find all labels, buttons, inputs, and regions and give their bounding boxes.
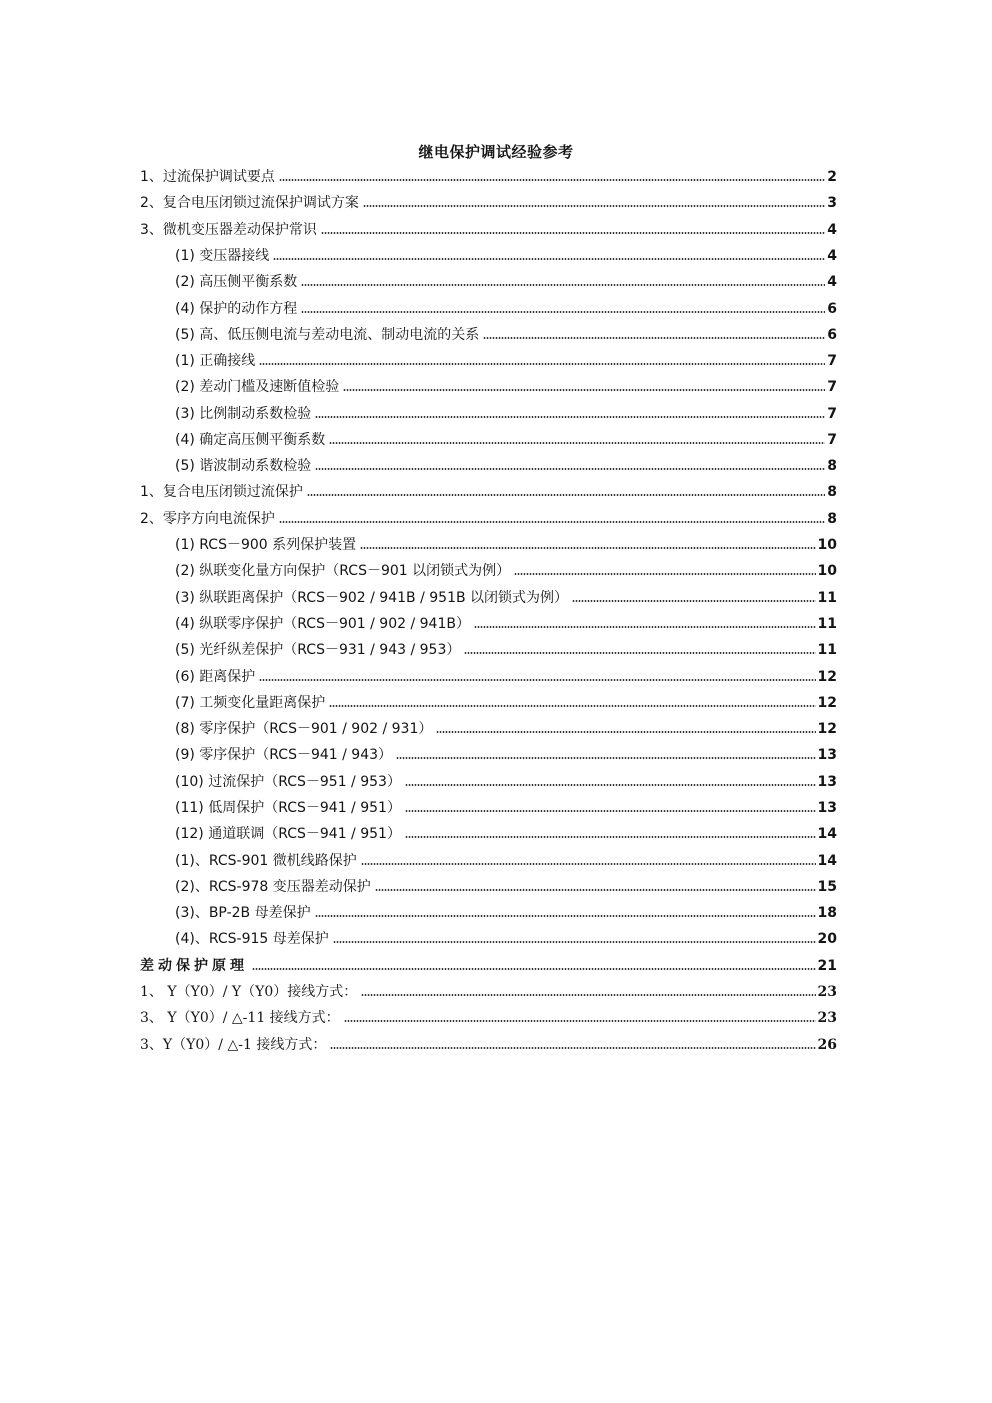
toc-entry xyxy=(175,324,837,344)
toc-entry xyxy=(175,455,837,475)
toc-entry xyxy=(175,823,837,843)
toc-entry-text: (4) 保护的动作方程 xyxy=(175,301,298,317)
toc-entry-text: 2、复合电压闭锁过流保护调试方案 xyxy=(140,195,359,211)
toc-entry xyxy=(175,376,837,396)
leader-dots xyxy=(301,310,825,314)
leader-dots xyxy=(474,625,816,629)
toc-entry-text: (3)、BP-2B 母差保护 xyxy=(175,905,311,921)
toc-entry xyxy=(175,771,837,791)
toc-entry-text: (1) 变压器接线 xyxy=(175,248,270,264)
toc-entry-page: 26 xyxy=(817,1037,837,1053)
toc-entry xyxy=(140,1007,837,1027)
toc-entry-text: (4) 确定高压侧平衡系数 xyxy=(175,432,326,448)
leader-dots xyxy=(259,678,815,682)
toc-entry-text: (8) 零序保护（RCS－901 / 902 / 931） xyxy=(175,721,433,737)
toc-entry xyxy=(175,876,837,896)
toc-entry xyxy=(175,692,837,712)
toc-entry xyxy=(140,219,837,239)
leader-dots xyxy=(333,940,816,944)
leader-dots xyxy=(514,572,815,576)
toc-entry xyxy=(175,587,837,607)
toc-entry xyxy=(175,928,837,948)
toc-entry xyxy=(175,534,837,554)
toc-entry xyxy=(140,481,837,501)
leader-dots xyxy=(361,862,816,866)
toc-entry-page: 13 xyxy=(817,800,837,816)
toc-entry-page: 4 xyxy=(827,222,837,238)
toc-entry xyxy=(175,718,837,738)
leader-dots xyxy=(252,967,816,971)
leader-dots xyxy=(315,415,825,419)
toc-entry-page: 20 xyxy=(817,931,837,947)
toc-entry-page: 23 xyxy=(817,1010,837,1026)
toc-entry-text: (9) 零序保护（RCS－941 / 943） xyxy=(175,747,393,763)
leader-dots xyxy=(344,1019,816,1023)
toc-entry-page: 12 xyxy=(817,721,837,737)
toc-entry-page: 4 xyxy=(827,248,837,264)
toc-entry-text: 1、复合电压闭锁过流保护 xyxy=(140,484,303,500)
leader-dots xyxy=(307,493,825,497)
toc-entry-page: 12 xyxy=(817,695,837,711)
leader-dots xyxy=(483,336,825,340)
toc-entry xyxy=(175,403,837,423)
toc-entry xyxy=(175,639,837,659)
toc-entry-page: 13 xyxy=(817,747,837,763)
toc-entry-text: 3、 Y（Y0）/ △-11 接线方式： xyxy=(140,1010,340,1026)
leader-dots xyxy=(405,809,816,813)
toc-entry xyxy=(175,744,837,764)
leader-dots xyxy=(321,231,825,235)
toc-entry-page: 4 xyxy=(827,274,837,290)
leader-dots xyxy=(343,388,825,392)
toc-entry-page: 3 xyxy=(827,195,837,211)
toc-entry-text: 3、微机变压器差动保护常识 xyxy=(140,222,317,238)
toc-entry-page: 7 xyxy=(827,406,837,422)
leader-dots xyxy=(361,993,815,997)
toc-entry-text: (1)、RCS-901 微机线路保护 xyxy=(175,853,357,869)
toc-entry xyxy=(140,955,837,975)
toc-entry-text: 差动保护原理 xyxy=(140,958,248,974)
leader-dots xyxy=(329,704,815,708)
leader-dots xyxy=(405,783,816,787)
toc-entry xyxy=(175,797,837,817)
leader-dots xyxy=(279,520,825,524)
leader-dots xyxy=(572,599,815,603)
toc-entry-text: (10) 过流保护（RCS－951 / 953） xyxy=(175,774,401,790)
toc-entry-text: (2) 纵联变化量方向保护（RCS－901 以闭锁式为例） xyxy=(175,563,511,579)
toc-entry xyxy=(175,613,837,633)
toc-entry-text: (6) 距离保护 xyxy=(175,669,256,685)
toc-entry-text: (11) 低周保护（RCS－941 / 951） xyxy=(175,800,401,816)
toc-entry-page: 10 xyxy=(817,563,837,579)
leader-dots xyxy=(329,441,825,445)
toc-entry-page: 8 xyxy=(827,511,837,527)
toc-entry-text: (5) 谐波制动系数检验 xyxy=(175,458,312,474)
toc-entry-text: 1、过流保护调试要点 xyxy=(140,169,275,185)
toc-entry-page: 15 xyxy=(817,879,837,895)
toc-entry-page: 7 xyxy=(827,432,837,448)
document-title: 继电保护调试经验参考 xyxy=(418,143,574,161)
toc-entry-page: 6 xyxy=(827,327,837,343)
leader-dots xyxy=(273,257,825,261)
toc-entry-page: 18 xyxy=(817,905,837,921)
toc-entry-page: 8 xyxy=(827,458,837,474)
toc-entry xyxy=(140,981,837,1001)
toc-entry xyxy=(175,429,837,449)
leader-dots xyxy=(375,888,816,892)
toc-entry-page: 6 xyxy=(827,301,837,317)
toc-entry-page: 11 xyxy=(817,590,837,606)
toc-entry-text: (5) 高、低压侧电流与差动电流、制动电流的关系 xyxy=(175,327,480,343)
leader-dots xyxy=(360,546,815,550)
toc-entry-page: 11 xyxy=(817,642,837,658)
toc-entry-text: 1、 Y（Y0）/ Y（Y0）接线方式： xyxy=(140,984,358,1000)
toc-entry-text: (3) 比例制动系数检验 xyxy=(175,406,312,422)
toc-entry-page: 2 xyxy=(827,169,837,185)
toc-entry xyxy=(140,166,837,186)
toc-entry-text: (1) 正确接线 xyxy=(175,353,256,369)
toc-entry-page: 12 xyxy=(817,669,837,685)
toc-entry-text: (4) 纵联零序保护（RCS－901 / 902 / 941B） xyxy=(175,616,470,632)
toc-entry-page: 14 xyxy=(817,853,837,869)
toc-entry-text: (5) 光纤纵差保护（RCS－931 / 943 / 953） xyxy=(175,642,461,658)
leader-dots xyxy=(405,835,816,839)
toc-entry-page: 21 xyxy=(817,958,837,974)
toc-entry-page: 14 xyxy=(817,826,837,842)
toc-entry-text: 3、Y（Y0）/ △-1 接线方式： xyxy=(140,1037,327,1053)
toc-entry xyxy=(140,192,837,212)
toc-entry-page: 13 xyxy=(817,774,837,790)
leader-dots xyxy=(436,730,815,734)
toc-entry xyxy=(175,298,837,318)
toc-entry-text: (3) 纵联距离保护（RCS－902 / 941B / 951B 以闭锁式为例） xyxy=(175,590,569,606)
toc-entry xyxy=(175,560,837,580)
toc-entry-page: 10 xyxy=(817,537,837,553)
toc-entry-page: 23 xyxy=(817,984,837,1000)
toc-entry xyxy=(140,1034,837,1054)
leader-dots xyxy=(259,362,825,366)
toc-entry xyxy=(140,508,837,528)
toc-entry-text: (12) 通道联调（RCS－941 / 951） xyxy=(175,826,401,842)
toc-entry-page: 7 xyxy=(827,353,837,369)
leader-dots xyxy=(301,283,825,287)
toc-entry-page: 7 xyxy=(827,379,837,395)
toc-entry-text: (7) 工频变化量距离保护 xyxy=(175,695,326,711)
toc-entry xyxy=(175,850,837,870)
toc-entry-page: 8 xyxy=(827,484,837,500)
toc-entry xyxy=(175,271,837,291)
leader-dots xyxy=(279,178,825,182)
leader-dots xyxy=(396,756,815,760)
toc-entry xyxy=(175,350,837,370)
leader-dots xyxy=(330,1046,815,1050)
toc-entry-text: 2、零序方向电流保护 xyxy=(140,511,275,527)
toc-entry xyxy=(175,666,837,686)
toc-entry xyxy=(175,245,837,265)
toc-entry-page: 11 xyxy=(817,616,837,632)
leader-dots xyxy=(464,651,815,655)
toc-entry xyxy=(175,902,837,922)
toc-entry-text: (4)、RCS-915 母差保护 xyxy=(175,931,329,947)
leader-dots xyxy=(363,204,825,208)
toc-entry-text: (2) 差动门槛及速断值检验 xyxy=(175,379,340,395)
toc-entry-text: (1) RCS－900 系列保护装置 xyxy=(175,537,357,553)
toc-entry-text: (2) 高压侧平衡系数 xyxy=(175,274,298,290)
leader-dots xyxy=(315,914,816,918)
leader-dots xyxy=(315,467,825,471)
toc-entry-text: (2)、RCS-978 变压器差动保护 xyxy=(175,879,371,895)
